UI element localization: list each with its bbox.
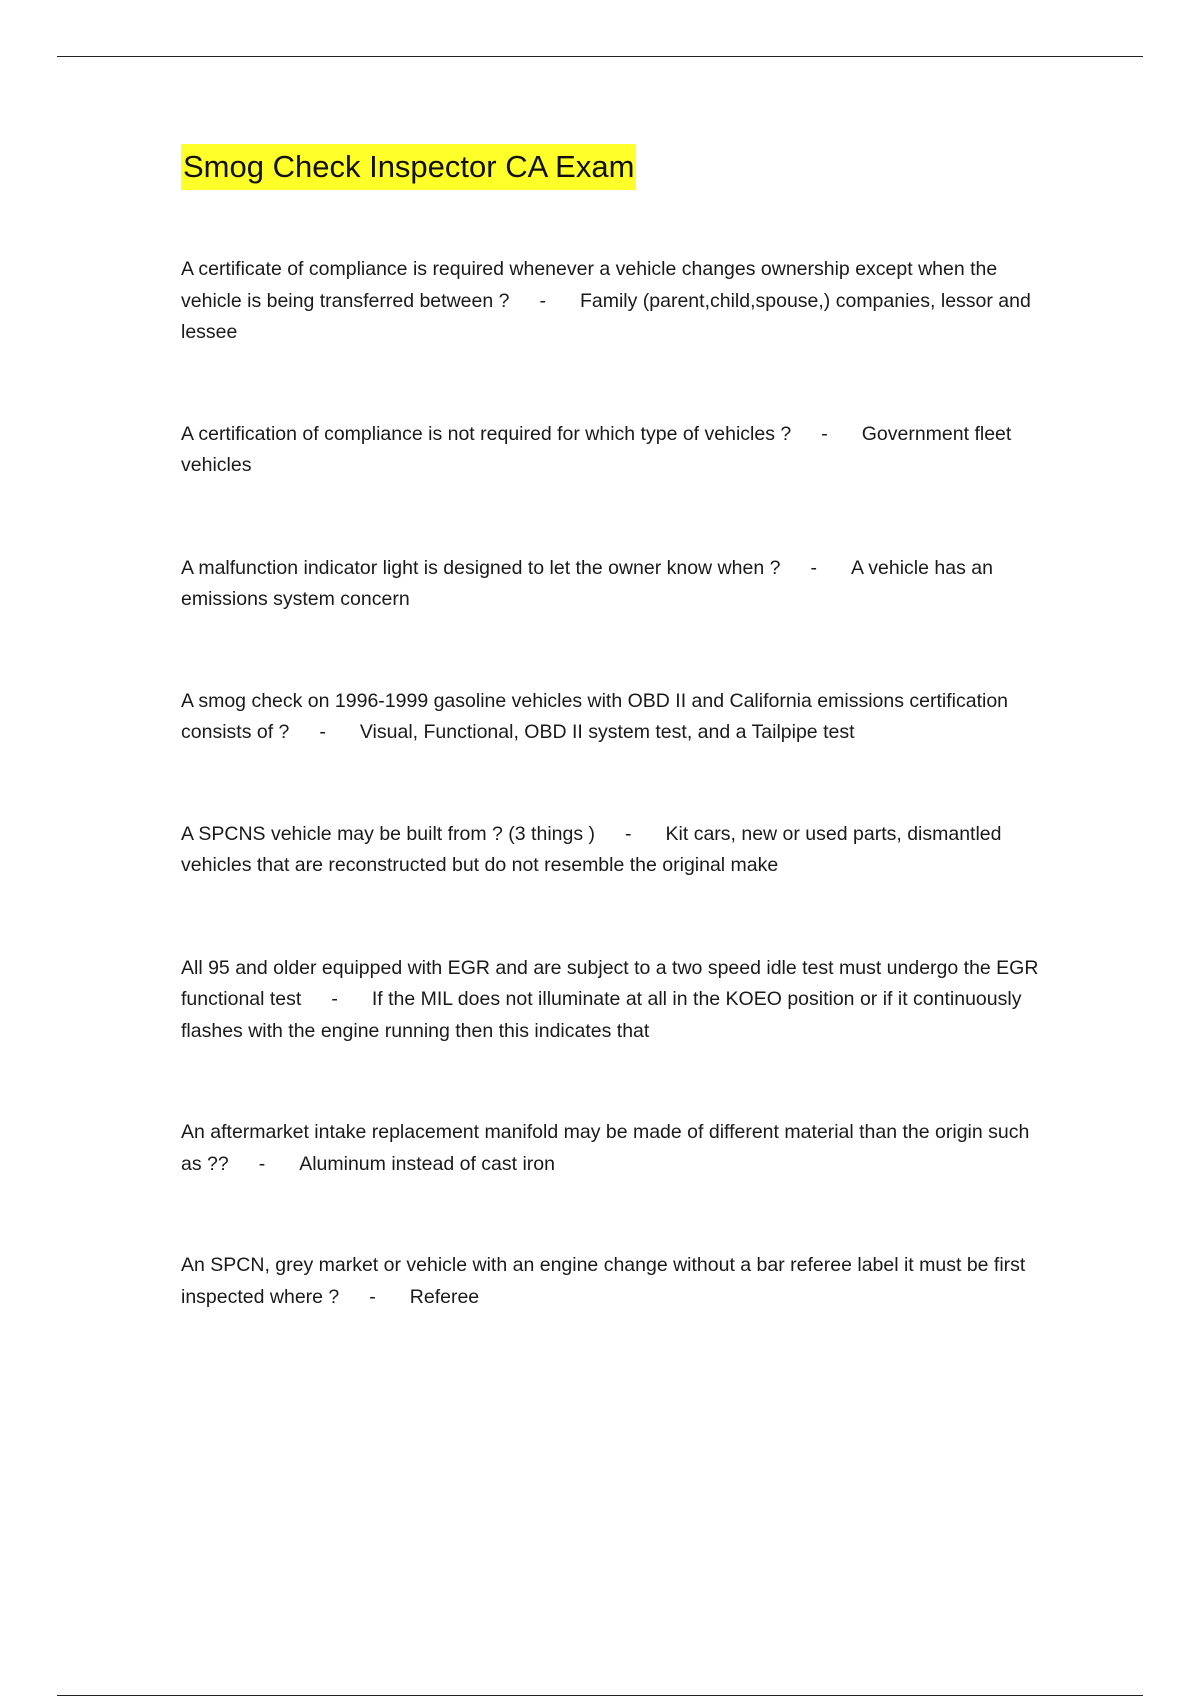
answer-text: Government fleet vehicles xyxy=(181,422,1012,476)
answer-text: Family (parent,child,spouse,) companies, lessor and lessee xyxy=(181,289,1031,343)
question-text: An SPCN, grey market or vehicle with an engine change without a bar referee label it must be first inspected where ? xyxy=(181,1254,1026,1308)
qa-separator: - xyxy=(369,1285,376,1308)
qa-item xyxy=(181,686,1051,749)
qa-item xyxy=(181,1250,1051,1313)
qa-separator: - xyxy=(625,822,632,845)
answer-text: If the MIL does not illuminate at all in the KOEO position or if it continuously flashes with the engine running then this indicates that xyxy=(181,988,1022,1042)
question-text: A malfunction indicator light is designed to let the owner know when ? xyxy=(181,556,781,579)
answer-text: Visual, Functional, OBD II system test, and a Tailpipe test xyxy=(359,721,855,743)
qa-separator: - xyxy=(821,422,828,445)
qa-separator: - xyxy=(258,1152,266,1175)
qa-separator: - xyxy=(539,289,546,312)
document-body xyxy=(181,144,1051,1313)
question-text: All 95 and older equipped with EGR and are subject to a two speed idle test must undergo the EGR functional test xyxy=(181,956,1039,1010)
question-text: A certification of compliance is not required for which type of vehicles ? xyxy=(181,422,792,445)
qa-item xyxy=(181,419,1051,482)
document-title: Smog Check Inspector CA Exam xyxy=(181,144,636,190)
answer-text: Referee xyxy=(409,1285,480,1308)
answer-text: A vehicle has an emissions system concern xyxy=(181,556,993,610)
qa-separator: - xyxy=(319,721,326,743)
qa-item xyxy=(181,254,1051,349)
qa-separator: - xyxy=(331,988,338,1010)
qa-item xyxy=(181,953,1051,1048)
question-text: A smog check on 1996-1999 gasoline vehicles with OBD II and California emissions certification consists of ? xyxy=(181,689,1009,743)
answer-text: Aluminum instead of cast iron xyxy=(299,1152,555,1175)
qa-item xyxy=(181,819,1051,882)
qa-separator: - xyxy=(810,556,817,579)
qa-item xyxy=(181,1117,1051,1180)
footer-rule xyxy=(57,1695,1143,1696)
header-rule xyxy=(57,56,1143,57)
answer-text: Kit cars, new or used parts, dismantled vehicles that are reconstructed but do not resemble the original make xyxy=(181,822,1002,876)
question-text: An aftermarket intake replacement manifold may be made of different material than the origin such as ?? xyxy=(181,1121,1030,1175)
question-text: A certificate of compliance is required whenever a vehicle changes ownership except when the vehicle is being transferred between ? xyxy=(181,258,998,312)
question-text: A SPCNS vehicle may be built from ? (3 things ) xyxy=(181,822,596,845)
qa-item xyxy=(181,553,1051,616)
